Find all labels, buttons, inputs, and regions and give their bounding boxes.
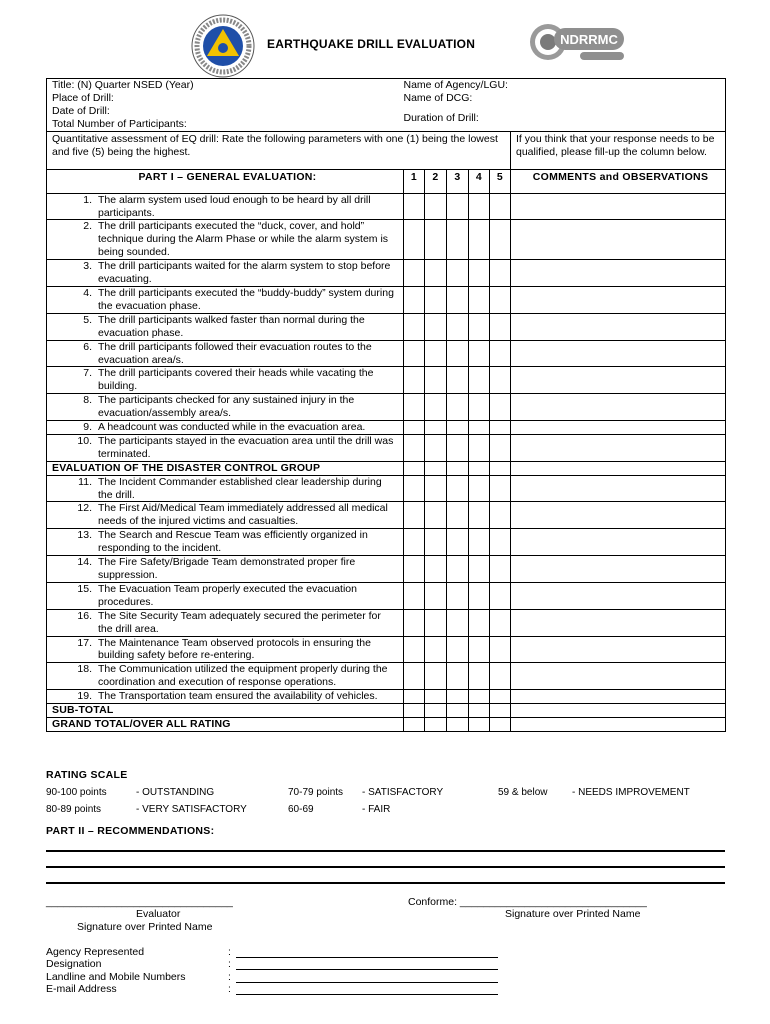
grand-total-comment[interactable] xyxy=(511,717,726,731)
criterion-score-3[interactable] xyxy=(447,193,469,220)
criterion-score-4[interactable] xyxy=(469,220,490,260)
criterion-cell xyxy=(47,556,404,583)
criterion-score-4[interactable] xyxy=(469,475,490,502)
score-header-2: 2 xyxy=(425,169,447,193)
criterion-score-1[interactable] xyxy=(404,434,425,461)
detail-numbers-colon: : xyxy=(228,971,231,983)
criterion-number: 5. xyxy=(83,313,92,326)
criterion-score-1[interactable] xyxy=(404,313,425,340)
criterion-score-2[interactable] xyxy=(425,663,447,690)
criterion-score-5[interactable] xyxy=(490,220,511,260)
recommendation-line-2[interactable] xyxy=(46,866,725,868)
criterion-score-2[interactable] xyxy=(425,529,447,556)
criterion-score-1[interactable] xyxy=(404,260,425,287)
criterion-score-3[interactable] xyxy=(447,421,469,435)
criterion-score-4[interactable] xyxy=(469,421,490,435)
criterion-text: The First Aid/Medical Team immediately addressed all medical needs of the injured victims and casualties. xyxy=(98,502,388,528)
criterion-number: 11. xyxy=(78,475,92,488)
criterion-number: 18. xyxy=(77,663,92,676)
recommendation-line-3[interactable] xyxy=(46,882,725,884)
criterion-score-5[interactable] xyxy=(490,313,511,340)
qualify-note-text: If you think that your response needs to be qualified, please fill-up the column below. xyxy=(516,132,715,158)
criterion-score-1[interactable] xyxy=(404,609,425,636)
criterion-comment[interactable] xyxy=(511,313,726,340)
grand-total-score-5[interactable] xyxy=(490,717,511,731)
criterion-score-1[interactable] xyxy=(404,502,425,529)
criterion-score-5[interactable] xyxy=(490,394,511,421)
rating-60-69-points: 60-69 xyxy=(288,804,314,815)
criterion-score-2[interactable] xyxy=(425,609,447,636)
evaluator-label: Evaluator xyxy=(136,908,181,920)
disaster-control-group-score-5[interactable] xyxy=(490,461,511,475)
criterion-text: The Maintenance Team observed protocols in ensuring the building safety before re-entering. xyxy=(98,636,371,662)
criterion-score-5[interactable] xyxy=(490,260,511,287)
conforme-signature-line[interactable]: Conforme: ________________________________ xyxy=(408,896,647,908)
rating-satisfactory: - SATISFACTORY xyxy=(362,787,444,798)
sub-total-score-2[interactable] xyxy=(425,704,447,718)
criterion-row xyxy=(47,663,726,690)
criterion-cell xyxy=(47,609,404,636)
disaster-control-group-score-2[interactable] xyxy=(425,461,447,475)
score-header-4: 4 xyxy=(469,169,490,193)
criterion-score-1[interactable] xyxy=(404,636,425,663)
criterion-cell xyxy=(47,434,404,461)
criterion-cell xyxy=(47,340,404,367)
criterion-comment[interactable] xyxy=(511,636,726,663)
criterion-text: The drill participants executed the “buddy-buddy” system during the evacuation phase. xyxy=(98,286,394,312)
criterion-score-3[interactable] xyxy=(447,394,469,421)
criterion-score-5[interactable] xyxy=(490,286,511,313)
criterion-row xyxy=(47,582,726,609)
criterion-cell xyxy=(47,636,404,663)
criterion-row xyxy=(47,475,726,502)
criterion-comment[interactable] xyxy=(511,582,726,609)
criterion-comment[interactable] xyxy=(511,260,726,287)
criterion-score-3[interactable] xyxy=(447,434,469,461)
ndrrmc-seal-logo xyxy=(191,14,255,78)
criterion-score-5[interactable] xyxy=(490,582,511,609)
criterion-text: The participants stayed in the evacuation area until the drill was terminated. xyxy=(98,434,394,460)
criterion-score-2[interactable] xyxy=(425,502,447,529)
criterion-score-5[interactable] xyxy=(490,193,511,220)
criterion-score-1[interactable] xyxy=(404,475,425,502)
recommendation-line-1[interactable] xyxy=(46,850,725,852)
info-title: Title: (N) Quarter NSED (Year) xyxy=(52,79,194,91)
criterion-number: 2. xyxy=(83,220,92,233)
criterion-score-1[interactable] xyxy=(404,220,425,260)
criterion-text: The drill participants followed their evacuation routes to the evacuation area/s. xyxy=(98,340,372,366)
designation-input-line[interactable] xyxy=(236,969,498,970)
detail-agency-label: Agency Represented xyxy=(46,946,145,958)
criterion-score-2[interactable] xyxy=(425,421,447,435)
criterion-score-5[interactable] xyxy=(490,340,511,367)
rating-59-below-points: 59 & below xyxy=(498,787,548,798)
criterion-cell xyxy=(47,529,404,556)
criterion-score-4[interactable] xyxy=(469,434,490,461)
criterion-row xyxy=(47,529,726,556)
criterion-row xyxy=(47,193,726,220)
sub-total-comment[interactable] xyxy=(511,704,726,718)
drill-info-right xyxy=(403,79,726,132)
criterion-score-5[interactable] xyxy=(490,434,511,461)
criterion-score-3[interactable] xyxy=(447,663,469,690)
criterion-comment[interactable] xyxy=(511,609,726,636)
criterion-comment[interactable] xyxy=(511,529,726,556)
sub-total-label: SUB-TOTAL xyxy=(47,704,404,718)
criterion-text: The drill participants waited for the alarm system to stop before evacuating. xyxy=(98,260,391,286)
criterion-comment[interactable] xyxy=(511,340,726,367)
sub-total-score-1[interactable] xyxy=(404,704,425,718)
criterion-score-4[interactable] xyxy=(469,340,490,367)
detail-designation-colon: : xyxy=(228,958,231,970)
criterion-score-3[interactable] xyxy=(447,475,469,502)
grand-total-score-2[interactable] xyxy=(425,717,447,731)
info-date: Date of Drill: xyxy=(52,104,110,117)
criterion-score-3[interactable] xyxy=(447,582,469,609)
criterion-text: A headcount was conducted while in the evacuation area. xyxy=(98,421,366,434)
disaster-control-group-score-1[interactable] xyxy=(404,461,425,475)
criterion-score-2[interactable] xyxy=(425,220,447,260)
criterion-score-3[interactable] xyxy=(447,690,469,704)
criterion-row xyxy=(47,502,726,529)
criterion-score-1[interactable] xyxy=(404,421,425,435)
rating-80-89-points: 80-89 points xyxy=(46,804,102,815)
criterion-score-1[interactable] xyxy=(404,193,425,220)
criterion-score-1[interactable] xyxy=(404,367,425,394)
criterion-number: 17. xyxy=(77,636,92,649)
score-header-5: 5 xyxy=(490,169,511,193)
criterion-comment[interactable] xyxy=(511,367,726,394)
criterion-score-3[interactable] xyxy=(447,367,469,394)
criterion-cell xyxy=(47,582,404,609)
rating-scale-title: RATING SCALE xyxy=(46,769,128,781)
criterion-score-1[interactable] xyxy=(404,582,425,609)
criterion-score-1[interactable] xyxy=(404,340,425,367)
criterion-row xyxy=(47,421,726,435)
criterion-text: The Transportation team ensured the availability of vehicles. xyxy=(98,690,378,703)
criterion-comment[interactable] xyxy=(511,663,726,690)
criterion-score-2[interactable] xyxy=(425,193,447,220)
criterion-score-3[interactable] xyxy=(447,313,469,340)
score-header-1: 1 xyxy=(404,169,425,193)
evaluator-caption: Signature over Printed Name xyxy=(77,921,213,933)
criterion-score-3[interactable] xyxy=(447,286,469,313)
instructions-cell xyxy=(47,131,511,169)
criterion-text: The Incident Commander established clear leadership during the drill. xyxy=(98,475,382,501)
criterion-row xyxy=(47,220,726,260)
criterion-text: The drill participants covered their heads while vacating the building. xyxy=(98,367,374,393)
criterion-comment[interactable] xyxy=(511,690,726,704)
criterion-text: The Fire Safety/Brigade Team demonstrated proper fire suppression. xyxy=(98,556,356,581)
criterion-score-4[interactable] xyxy=(469,609,490,636)
criterion-comment[interactable] xyxy=(511,556,726,583)
criterion-score-2[interactable] xyxy=(425,286,447,313)
criterion-score-3[interactable] xyxy=(447,556,469,583)
criterion-cell xyxy=(47,367,404,394)
criterion-text: The Site Security Team adequately secured the perimeter for the drill area. xyxy=(98,609,381,635)
criterion-score-5[interactable] xyxy=(490,421,511,435)
instructions-text: Quantitative assessment of EQ drill: Rate the following parameters with one (1) being the lowest and five (5) being the highest. xyxy=(52,132,498,158)
disaster-control-group-comment[interactable] xyxy=(511,461,726,475)
criterion-cell xyxy=(47,690,404,704)
criterion-score-4[interactable] xyxy=(469,313,490,340)
criterion-text: The Evacuation Team properly executed the evacuation procedures. xyxy=(98,582,357,608)
criterion-score-2[interactable] xyxy=(425,313,447,340)
criterion-score-1[interactable] xyxy=(404,556,425,583)
criterion-score-3[interactable] xyxy=(447,609,469,636)
criterion-score-4[interactable] xyxy=(469,582,490,609)
criterion-score-3[interactable] xyxy=(447,220,469,260)
criterion-cell xyxy=(47,313,404,340)
criterion-cell xyxy=(47,502,404,529)
grand-total-label: GRAND TOTAL/OVER ALL RATING xyxy=(47,717,404,731)
criterion-text: The Communication utilized the equipment properly during the coordination and execution of response operations. xyxy=(98,663,388,689)
criterion-number: 6. xyxy=(83,340,92,353)
detail-email-label: E-mail Address xyxy=(46,983,117,995)
grand-total-row xyxy=(47,717,726,731)
criterion-score-4[interactable] xyxy=(469,663,490,690)
evaluation-table xyxy=(46,78,726,732)
criterion-score-3[interactable] xyxy=(447,502,469,529)
criterion-score-4[interactable] xyxy=(469,260,490,287)
criterion-row xyxy=(47,367,726,394)
criterion-cell xyxy=(47,421,404,435)
criterion-row xyxy=(47,394,726,421)
criterion-score-5[interactable] xyxy=(490,609,511,636)
sub-total-score-3[interactable] xyxy=(447,704,469,718)
criterion-number: 4. xyxy=(83,286,92,299)
criterion-score-2[interactable] xyxy=(425,367,447,394)
criterion-score-4[interactable] xyxy=(469,286,490,313)
email-input-line[interactable] xyxy=(236,994,498,995)
criterion-number: 7. xyxy=(83,367,92,380)
criterion-score-5[interactable] xyxy=(490,663,511,690)
criterion-score-5[interactable] xyxy=(490,367,511,394)
info-place: Place of Drill: xyxy=(52,91,114,104)
agency-input-line[interactable] xyxy=(236,957,498,958)
criterion-score-4[interactable] xyxy=(469,556,490,583)
criterion-score-2[interactable] xyxy=(425,434,447,461)
rating-needs-improvement: - NEEDS IMPROVEMENT xyxy=(572,787,690,798)
criterion-number: 19. xyxy=(77,690,92,703)
criterion-cell xyxy=(47,394,404,421)
ndrrmc-brand-logo xyxy=(528,16,626,68)
info-dcg: Name of DCG: xyxy=(403,91,473,104)
criterion-score-5[interactable] xyxy=(490,636,511,663)
disaster-control-group-label: EVALUATION OF THE DISASTER CONTROL GROUP xyxy=(47,461,404,475)
criterion-text: The Search and Rescue Team was efficiently organized in responding to the incident. xyxy=(98,529,368,555)
criterion-comment[interactable] xyxy=(511,421,726,435)
criterion-row xyxy=(47,260,726,287)
criterion-score-1[interactable] xyxy=(404,394,425,421)
rating-fair: - FAIR xyxy=(362,804,391,815)
criterion-text: The drill participants walked faster than normal during the evacuation phase. xyxy=(98,313,365,339)
rating-outstanding: - OUTSTANDING xyxy=(136,787,215,798)
criterion-score-2[interactable] xyxy=(425,556,447,583)
criterion-text: The drill participants executed the “duck, cover, and hold” technique during the Alarm Phase or while the alarm system is being sounded. xyxy=(98,220,389,259)
sub-total-score-4[interactable] xyxy=(469,704,490,718)
part2-title: PART II – RECOMMENDATIONS: xyxy=(46,825,215,837)
score-header-3: 3 xyxy=(447,169,469,193)
criterion-number: 15. xyxy=(77,582,92,595)
criterion-score-4[interactable] xyxy=(469,529,490,556)
criterion-score-4[interactable] xyxy=(469,367,490,394)
criterion-row xyxy=(47,636,726,663)
criterion-score-3[interactable] xyxy=(447,260,469,287)
sub-total-row xyxy=(47,704,726,718)
criterion-cell xyxy=(47,286,404,313)
document-title: EARTHQUAKE DRILL EVALUATION xyxy=(267,37,476,51)
criterion-number: 1. xyxy=(83,193,92,206)
criterion-number: 10. xyxy=(77,434,92,447)
criterion-score-4[interactable] xyxy=(469,394,490,421)
info-agency: Name of Agency/LGU: xyxy=(403,79,508,91)
criterion-row xyxy=(47,313,726,340)
criterion-score-2[interactable] xyxy=(425,260,447,287)
criterion-cell xyxy=(47,220,404,260)
criterion-score-5[interactable] xyxy=(490,556,511,583)
criterion-score-2[interactable] xyxy=(425,636,447,663)
criterion-score-4[interactable] xyxy=(469,690,490,704)
criterion-score-4[interactable] xyxy=(469,636,490,663)
rating-90-100-points: 90-100 points xyxy=(46,787,107,798)
criterion-comment[interactable] xyxy=(511,394,726,421)
criterion-comment[interactable] xyxy=(511,475,726,502)
criterion-score-2[interactable] xyxy=(425,582,447,609)
grand-total-score-4[interactable] xyxy=(469,717,490,731)
detail-agency-colon: : xyxy=(228,946,231,958)
evaluator-signature-line[interactable]: ________________________________ xyxy=(46,896,233,908)
criterion-score-5[interactable] xyxy=(490,502,511,529)
rating-70-79-points: 70-79 points xyxy=(288,787,344,798)
criterion-score-5[interactable] xyxy=(490,529,511,556)
criterion-row xyxy=(47,286,726,313)
part1-header: PART I – GENERAL EVALUATION: xyxy=(47,169,404,193)
criterion-score-2[interactable] xyxy=(425,690,447,704)
criterion-score-5[interactable] xyxy=(490,690,511,704)
criterion-score-5[interactable] xyxy=(490,475,511,502)
detail-email-colon: : xyxy=(228,983,231,995)
criterion-number: 3. xyxy=(83,260,92,273)
svg-text:NDRRMC: NDRRMC xyxy=(560,32,618,47)
criterion-number: 14. xyxy=(77,556,92,569)
criterion-number: 13. xyxy=(77,529,92,542)
criterion-row xyxy=(47,609,726,636)
criterion-score-2[interactable] xyxy=(425,340,447,367)
grand-total-score-3[interactable] xyxy=(447,717,469,731)
sub-total-score-5[interactable] xyxy=(490,704,511,718)
criterion-score-1[interactable] xyxy=(404,286,425,313)
criterion-text: The participants checked for any sustained injury in the evacuation/assembly area/s. xyxy=(98,394,355,420)
criterion-row xyxy=(47,690,726,704)
detail-numbers-label: Landline and Mobile Numbers xyxy=(46,971,186,983)
detail-designation-label: Designation xyxy=(46,958,102,970)
criterion-score-3[interactable] xyxy=(447,529,469,556)
criterion-row xyxy=(47,434,726,461)
criterion-score-2[interactable] xyxy=(425,475,447,502)
criterion-score-3[interactable] xyxy=(447,340,469,367)
disaster-control-group-score-4[interactable] xyxy=(469,461,490,475)
criterion-number: 16. xyxy=(77,609,92,622)
criterion-score-1[interactable] xyxy=(404,690,425,704)
criterion-comment[interactable] xyxy=(511,220,726,260)
criterion-row xyxy=(47,340,726,367)
criterion-comment[interactable] xyxy=(511,502,726,529)
criterion-score-3[interactable] xyxy=(447,636,469,663)
criterion-score-4[interactable] xyxy=(469,502,490,529)
numbers-input-line[interactable] xyxy=(236,982,498,983)
qualify-note-cell xyxy=(511,131,726,169)
disaster-control-group-row xyxy=(47,461,726,475)
criterion-score-1[interactable] xyxy=(404,663,425,690)
rating-very-satisfactory: - VERY SATISFACTORY xyxy=(136,804,247,815)
criterion-number: 9. xyxy=(83,421,92,434)
criterion-number: 12. xyxy=(77,502,92,515)
comments-header: COMMENTS and OBSERVATIONS xyxy=(511,169,726,193)
criterion-comment[interactable] xyxy=(511,286,726,313)
criterion-number: 8. xyxy=(83,394,92,407)
info-participants: Total Number of Participants: xyxy=(52,117,187,130)
info-duration: Duration of Drill: xyxy=(403,111,479,124)
criterion-cell xyxy=(47,260,404,287)
criterion-cell xyxy=(47,475,404,502)
grand-total-score-1[interactable] xyxy=(404,717,425,731)
criterion-score-4[interactable] xyxy=(469,193,490,220)
conforme-caption: Signature over Printed Name xyxy=(505,908,641,920)
criterion-comment[interactable] xyxy=(511,193,726,220)
disaster-control-group-score-3[interactable] xyxy=(447,461,469,475)
criterion-cell xyxy=(47,193,404,220)
criterion-text: The alarm system used loud enough to be heard by all drill participants. xyxy=(98,193,371,219)
criterion-comment[interactable] xyxy=(511,434,726,461)
criterion-score-1[interactable] xyxy=(404,529,425,556)
criterion-row xyxy=(47,556,726,583)
criterion-cell xyxy=(47,663,404,690)
criterion-score-2[interactable] xyxy=(425,394,447,421)
